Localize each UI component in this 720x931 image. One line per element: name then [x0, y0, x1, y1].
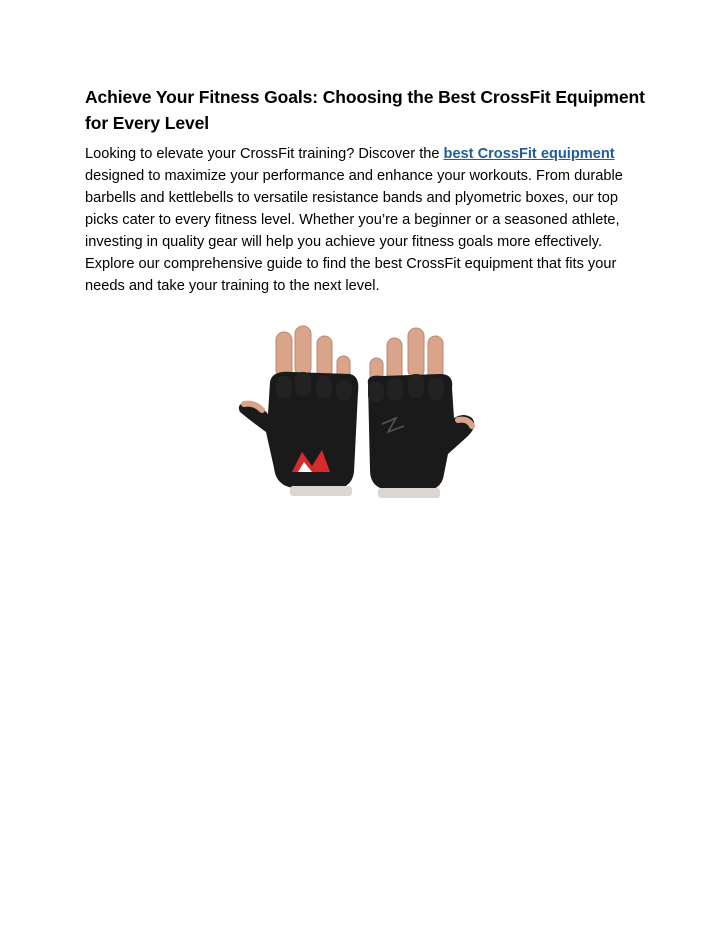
- fingerless-gloves-illustration: [232, 322, 488, 512]
- best-crossfit-equipment-link[interactable]: best CrossFit equipment: [443, 146, 615, 162]
- article-title: Achieve Your Fitness Goals: Choosing the Best CrossFit Equipment for Every Level: [85, 87, 645, 133]
- left-glove: [239, 372, 358, 496]
- paragraph-text-after-link: designed to maximize your performance and enhance your workouts. From durable barbells and kettlebells to versatile resistance bands and plyometric boxes, our top picks cater to every fitness level. Whether you’re a beginner or a seasoned athlete, investing in quality gear will help you achieve your fitness goals more effectively. Explore our comprehensive guide to find the best CrossFit equipment that fits your needs and take your training to the next level.: [85, 168, 623, 294]
- paragraph-text-before-link: Looking to elevate your CrossFit training? Discover the: [85, 146, 444, 162]
- article-paragraph: [85, 143, 645, 297]
- gloves-product-image: [232, 322, 488, 512]
- right-glove: [368, 374, 474, 498]
